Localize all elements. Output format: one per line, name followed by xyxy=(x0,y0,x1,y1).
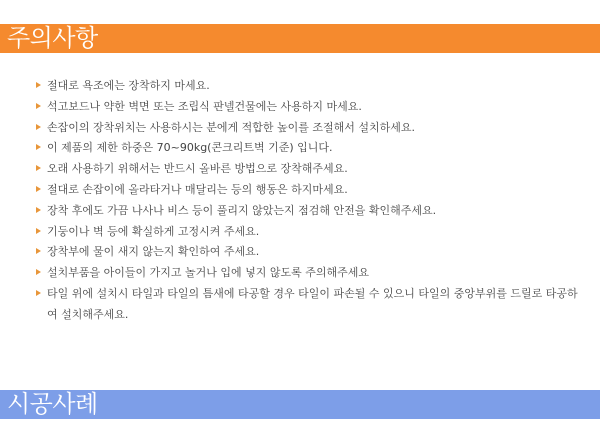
notice-item xyxy=(36,283,586,325)
bullet-arrow-icon xyxy=(36,124,41,130)
notice-item xyxy=(36,265,586,280)
notice-item xyxy=(36,224,586,239)
notice-item xyxy=(36,161,586,176)
bullet-arrow-icon xyxy=(36,269,41,275)
notice-item-text: 기둥이나 벽 등에 확실하게 고정시켜 주세요. xyxy=(47,224,260,238)
notice-item xyxy=(36,203,586,218)
notice-section-header xyxy=(0,24,600,53)
notice-section-title: 주의사항 xyxy=(7,24,98,52)
cases-section-title: 시공사례 xyxy=(7,390,98,418)
notice-item-text: 설치부품을 아이들이 가지고 놀거나 입에 넣지 않도록 주의해주세요 xyxy=(47,266,370,280)
notice-item xyxy=(36,244,586,259)
bullet-arrow-icon xyxy=(36,248,41,254)
notice-list xyxy=(36,78,586,331)
notice-item-text: 석고보드나 약한 벽면 또는 조립식 판넬건물에는 사용하지 마세요. xyxy=(47,99,362,113)
notice-item xyxy=(36,182,586,197)
bullet-arrow-icon xyxy=(36,290,41,296)
bullet-arrow-icon xyxy=(36,207,41,213)
notice-item-text: 이 제품의 제한 하중은 70~90kg(콘크리트벽 기준) 입니다. xyxy=(47,141,333,155)
notice-item xyxy=(36,99,586,114)
bullet-arrow-icon xyxy=(36,144,41,150)
notice-item-text: 타일 위에 설치시 타일과 타일의 틈새에 타공할 경우 타일이 파손될 수 있으니 타일의 중앙부위를 드릴로 타공하여 설치해주세요. xyxy=(47,286,578,321)
bullet-arrow-icon xyxy=(36,228,41,234)
bullet-arrow-icon xyxy=(36,165,41,171)
notice-item-text: 절대로 욕조에는 장착하지 마세요. xyxy=(47,79,210,92)
notice-item-text: 장착 후에도 가끔 나사나 비스 등이 풀리지 않았는지 점검해 안전을 확인해주세요. xyxy=(47,203,437,217)
notice-item xyxy=(36,120,586,135)
bullet-arrow-icon xyxy=(36,103,41,109)
bullet-arrow-icon xyxy=(36,186,41,192)
notice-item xyxy=(36,78,586,93)
notice-item xyxy=(36,140,586,155)
notice-item-text: 오래 사용하기 위해서는 반드시 올바른 방법으로 장착해주세요. xyxy=(47,162,348,176)
cases-section-header xyxy=(0,390,600,419)
notice-item-text: 장착부에 물이 새지 않는지 확인하여 주세요. xyxy=(47,245,260,259)
notice-item-text: 절대로 손잡이에 올라타거나 매달리는 등의 행동은 하지마세요. xyxy=(47,182,348,196)
notice-item-text: 손잡이의 장착위치는 사용하시는 분에게 적합한 높이를 조절해서 설치하세요. xyxy=(47,120,416,134)
bullet-arrow-icon xyxy=(36,82,41,88)
